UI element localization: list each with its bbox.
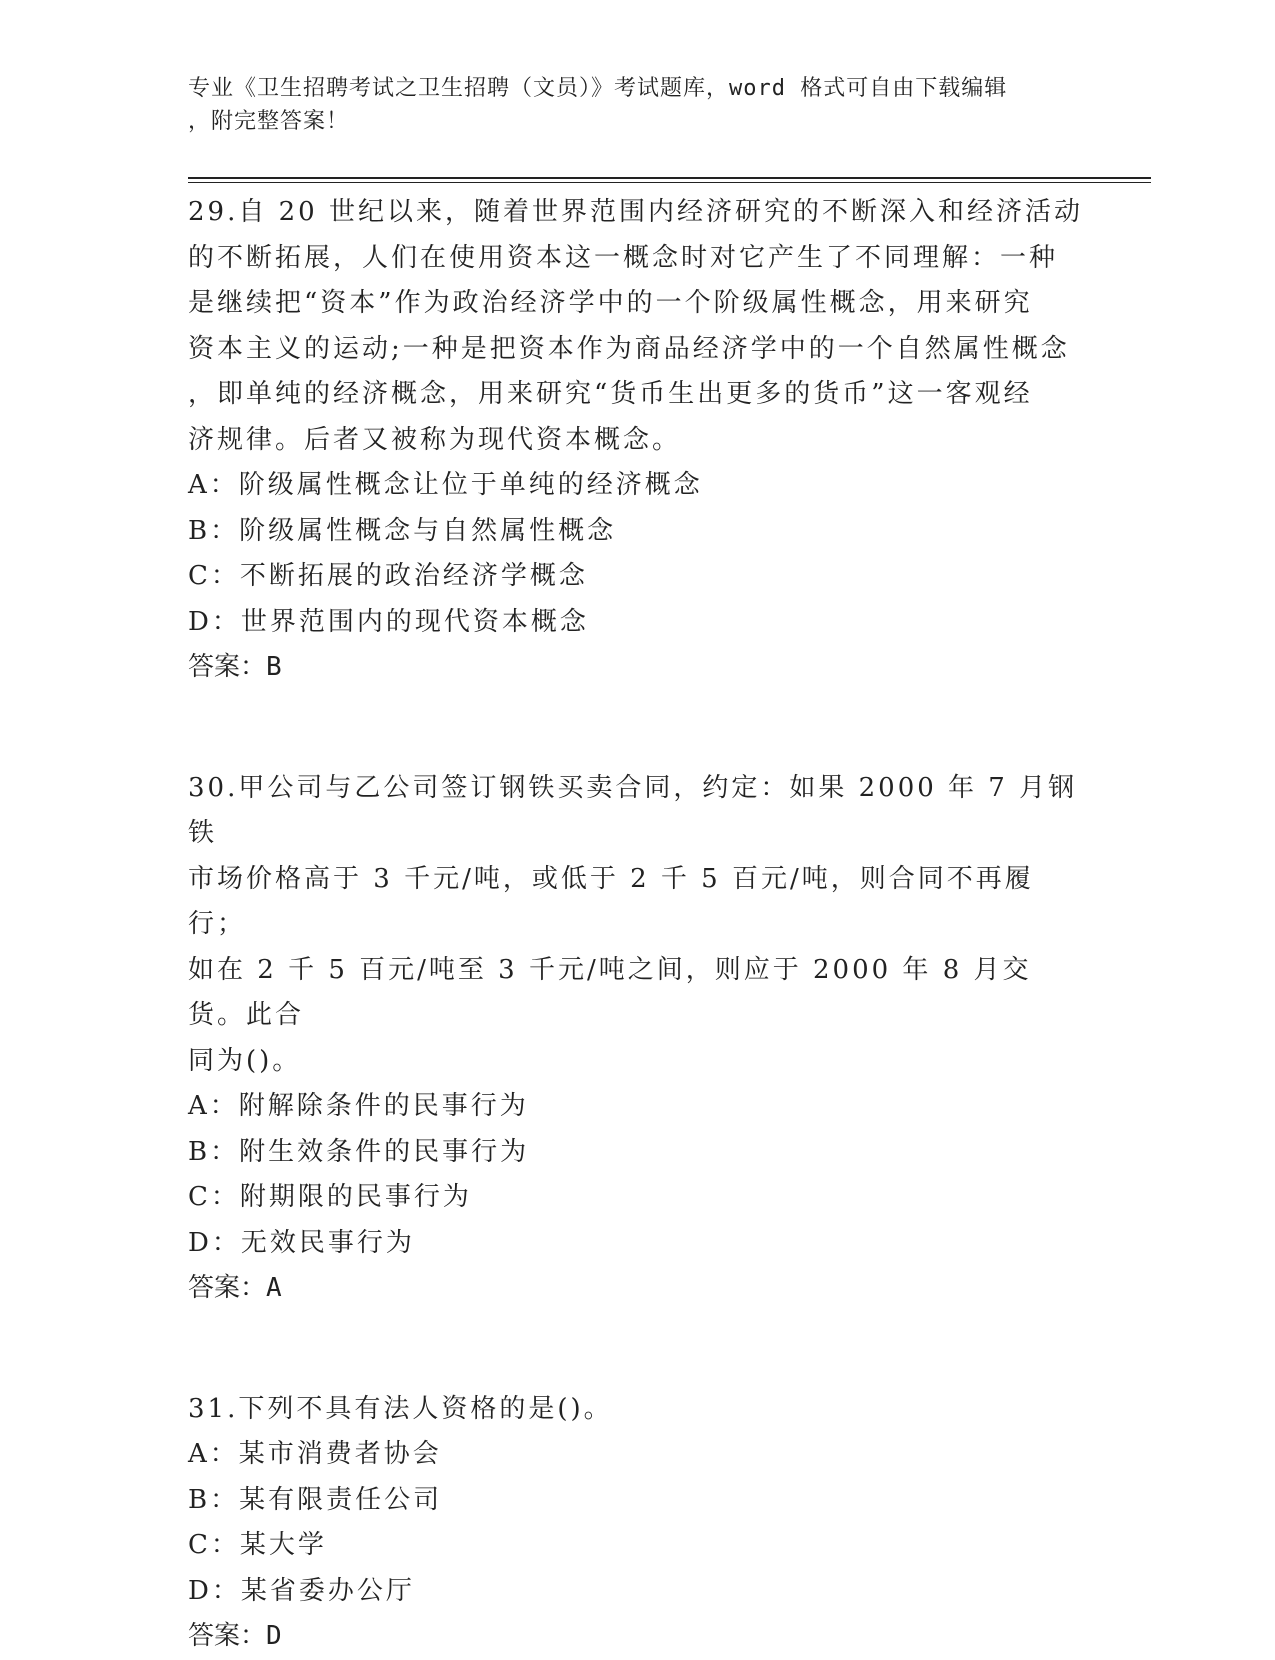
option-a: A：某市消费者协会 xyxy=(188,1439,442,1469)
question-text: 30.甲公司与乙公司签订钢铁买卖合同，约定：如果 2000 年 7 月钢铁 xyxy=(188,772,1078,848)
question-text: 市场价格高于 3 千元/吨，或低于 2 千 5 百元/吨，则合同不再履行； xyxy=(188,863,1034,939)
question-spacer xyxy=(188,1312,1088,1387)
option-c: C：不断拓展的政治经济学概念 xyxy=(188,561,588,591)
header-line-1: 专业《卫生招聘考试之卫生招聘（文员）》考试题库，word 格式可自由下载编辑 xyxy=(188,76,1008,101)
option-d: D：某省委办公厅 xyxy=(188,1575,415,1606)
question-31 xyxy=(188,1387,1088,1660)
answer-label: 答案：D xyxy=(188,1621,282,1651)
question-list xyxy=(188,190,1088,1660)
question-text: 29.自 20 世纪以来，随着世界范围内经济研究的不断深入和经济活动 xyxy=(188,197,1083,227)
option-c: C：某大学 xyxy=(188,1530,327,1560)
option-d: D：无效民事行为 xyxy=(188,1227,415,1258)
option-b: B：某有限责任公司 xyxy=(188,1484,443,1515)
question-text: 的不断拓展，人们在使用资本这一概念时对它产生了不同理解：一种 xyxy=(188,242,1059,273)
question-text: 资本主义的运动;一种是把资本作为商品经济学中的一个自然属性概念 xyxy=(188,333,1070,364)
question-spacer xyxy=(188,691,1088,766)
header-line-2: ，附完整答案！ xyxy=(188,109,350,134)
option-b: B：附生效条件的民事行为 xyxy=(188,1136,530,1167)
option-a: A：附解除条件的民事行为 xyxy=(188,1091,529,1121)
option-d: D：世界范围内的现代资本概念 xyxy=(188,606,589,637)
answer-label: 答案：B xyxy=(188,652,282,682)
option-b: B：阶级属性概念与自然属性概念 xyxy=(188,515,617,546)
question-text: 济规律。后者又被称为现代资本概念。 xyxy=(188,424,682,455)
question-text: 同为()。 xyxy=(188,1045,302,1076)
header-divider-thin xyxy=(188,182,1151,183)
question-text: 是继续把“资本”作为政治经济学中的一个阶级属性概念，用来研究 xyxy=(188,288,1033,318)
question-29 xyxy=(188,190,1088,691)
answer-label: 答案：A xyxy=(188,1273,282,1303)
question-text: 31.下列不具有法人资格的是()。 xyxy=(188,1393,613,1424)
option-a: A：阶级属性概念让位于单纯的经济概念 xyxy=(188,470,703,500)
document-header xyxy=(188,72,1068,138)
question-text: 如在 2 千 5 百元/吨至 3 千元/吨之间，则应于 2000 年 8 月交货。此合 xyxy=(188,954,1032,1030)
option-c: C：附期限的民事行为 xyxy=(188,1182,472,1212)
header-divider-thick xyxy=(188,177,1151,179)
question-30 xyxy=(188,766,1088,1312)
question-text: ，即单纯的经济概念，用来研究“货币生出更多的货币”这一客观经 xyxy=(188,379,1033,409)
